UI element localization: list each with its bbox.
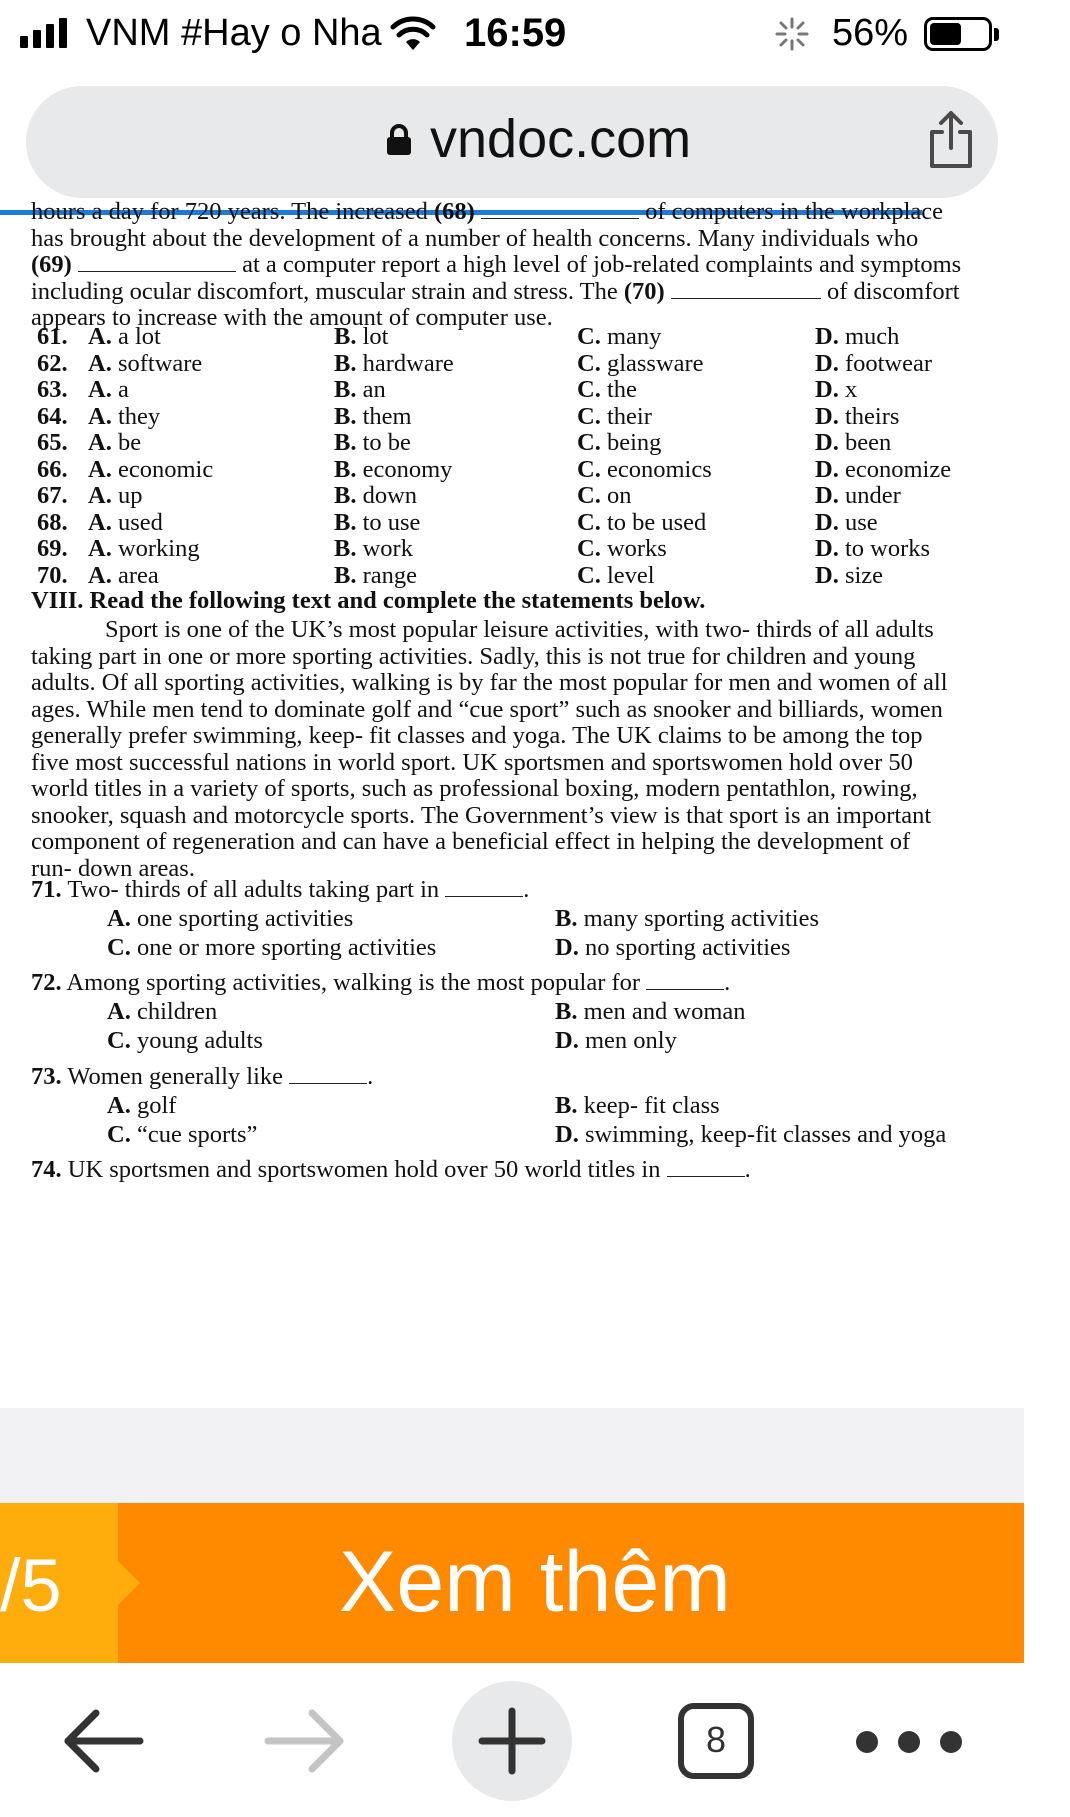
tabs-button[interactable] [678,1703,754,1779]
option-text: be [117,429,142,456]
option-text: on [606,482,632,509]
answer-option [577,509,706,537]
option-text: they [117,402,161,430]
option-text: the [606,376,637,403]
option-letter: D. [815,376,839,403]
option-letter: C. [577,508,601,536]
option-text: a lot [117,323,161,350]
option-letter: C. [577,535,601,562]
wifi-icon [390,16,436,52]
option-letter: D. [815,349,839,377]
option-text: range [362,561,418,589]
option-text: software [117,349,203,377]
answer-option [334,509,420,537]
answer-option [88,376,129,404]
passage-line [31,225,918,253]
answer-blank [667,1158,745,1177]
question-stem: Two- thirds of all adults taking part in [67,876,440,903]
option-text: work [362,535,413,562]
answer-option [577,429,661,457]
question-number: (68) [433,198,475,225]
answer-option [815,350,932,378]
option-text: golf [136,1092,177,1119]
question-end: . [523,876,530,903]
option-text: swimming, keep-fit classes and yoga [584,1121,947,1148]
option-letter: A. [88,402,112,430]
reading-line: world titles in a variety of sports, such as professional boxing, modern pentathlon, rowing, [31,775,918,802]
option-text: men only [584,1027,677,1054]
answer-blank [445,878,523,897]
question-stem: Women generally like [67,1063,284,1090]
passage-text: hours a day for 720 years. The increased [31,198,434,225]
answer-option [88,403,160,431]
answer-option [577,350,704,378]
answer-option [334,535,413,563]
option-letter: B. [555,1092,578,1119]
question-number: 69. [37,535,68,562]
answer-option [555,905,819,933]
question-number: 63. [37,376,68,403]
option-text: glassware [606,349,704,377]
question-number: 74. [31,1156,62,1183]
option-text: many sporting activities [583,905,820,932]
option-text: x [844,376,858,403]
share-icon[interactable] [926,110,976,170]
option-letter: D. [815,323,839,350]
document-page [31,198,1024,1324]
see-more-button[interactable]: Xem thêm [339,1534,731,1630]
option-letter: A. [107,998,131,1025]
option-text: economics [606,455,712,483]
option-text: one sporting activities [136,905,354,932]
section-title: VIII. Read the following text and complete the statements below. [31,587,706,614]
answer-option [577,403,652,431]
question-number: 62. [37,349,68,377]
battery-cap [994,28,999,41]
option-text: “cue sports” [136,1121,258,1148]
page-gap [0,1408,1024,1503]
option-letter: D. [815,508,839,536]
option-text: economy [362,455,453,483]
option-letter: C. [577,349,601,377]
option-text: to be [362,429,411,456]
carrier-name: VNM #Hay o Nha [86,12,382,54]
answer-option [88,535,200,563]
lock-icon [386,124,412,156]
option-letter: C. [577,402,601,430]
answer-option [815,562,883,590]
option-letter: A. [88,455,112,483]
answer-option [555,934,790,962]
option-letter: B. [334,508,357,536]
option-letter: D. [815,561,839,589]
answer-option [334,403,412,431]
answer-option [555,1092,720,1120]
completion-question [31,876,529,904]
option-letter: B. [334,429,357,456]
option-text: being [606,429,662,456]
option-letter: C. [107,1121,131,1148]
option-letter: A. [88,561,112,589]
passage-text: including ocular discomfort, muscular strain and stress. The [31,277,624,305]
option-letter: D. [815,455,839,483]
option-letter: D. [815,482,839,509]
reading-line: generally prefer swimming, keep- fit classes and yoga. The UK claims to be among the top [31,722,923,749]
answer-option [815,376,857,404]
option-letter: C. [107,934,131,961]
answer-option [88,456,213,484]
option-letter: A. [88,482,112,509]
option-text: hardware [362,349,454,377]
option-text: no sporting activities [584,934,791,961]
option-letter: B. [334,376,357,403]
option-letter: B. [334,535,357,562]
passage-line [31,278,960,306]
clock: 16:59 [464,11,567,55]
option-text: lot [362,323,389,350]
answer-option [815,509,878,537]
option-letter: B. [555,998,578,1025]
option-text: many [606,323,662,350]
answer-option [815,482,901,510]
option-text: economize [844,455,952,483]
option-text: area [117,561,159,589]
question-number: 61. [37,323,68,350]
answer-option [815,403,899,431]
option-letter: D. [815,535,839,562]
browser-toolbar [0,1663,1024,1817]
question-number: 68. [37,508,68,536]
answer-blank [671,280,821,299]
plus-icon [478,1707,546,1775]
question-number: 71. [31,876,62,903]
question-number: 66. [37,455,68,483]
option-text: level [606,561,655,589]
answer-option [577,562,655,590]
option-text: used [117,508,163,536]
answer-option [577,456,712,484]
answer-option [334,350,454,378]
option-letter: B. [334,323,357,350]
option-letter: C. [577,455,601,483]
signal-bars-icon [20,18,67,48]
completion-question [31,969,730,997]
option-letter: A. [107,905,131,932]
forward-arrow-icon[interactable] [262,1703,348,1779]
question-end: . [744,1156,751,1183]
passage-text: of computers in the workplace [645,198,944,225]
tab-count: 8 [705,1719,727,1760]
answer-option [815,535,930,563]
option-text: size [844,561,884,589]
question-number: (70) [623,277,665,305]
completion-question [31,1063,373,1091]
option-text: economic [117,455,214,483]
passage-text: at a computer report a high level of job-related complaints and symptoms [242,251,962,278]
page-indicator-label: /5 [0,1544,62,1627]
question-number: 72. [31,969,62,996]
option-letter: C. [577,323,601,350]
option-text: much [844,323,900,350]
option-letter: B. [334,561,357,589]
spinner-icon [774,16,810,52]
option-letter: A. [88,349,112,377]
option-text: works [606,535,667,562]
option-text: keep- fit class [583,1092,720,1119]
answer-option [107,998,217,1026]
option-text: under [844,482,901,509]
status-bar [0,0,1024,68]
option-letter: D. [815,429,839,456]
option-text: footwear [844,349,933,377]
option-letter: B. [334,455,357,483]
answer-option [107,1027,263,1055]
option-letter: D. [555,934,579,961]
passage-text: of discomfort [826,277,960,305]
option-letter: D. [555,1121,579,1148]
answer-blank [289,1065,367,1084]
question-number: 65. [37,429,68,456]
answer-option [334,323,388,351]
answer-option [88,509,163,537]
answer-option [107,1121,257,1149]
option-text: children [136,998,218,1025]
answer-option [334,456,452,484]
answer-option [334,482,417,510]
option-text: up [117,482,143,509]
option-letter: B. [334,349,357,377]
question-number: 67. [37,482,68,509]
answer-option [107,905,353,933]
option-letter: D. [815,402,839,430]
option-letter: A. [107,1092,131,1119]
option-letter: C. [107,1027,131,1054]
answer-option [334,562,417,590]
answer-option [334,376,386,404]
answer-blank [481,200,639,219]
more-dots-icon[interactable] [854,1729,964,1755]
answer-option [107,1092,176,1120]
question-end: . [724,969,731,996]
option-text: them [362,402,412,430]
option-text: young adults [136,1027,263,1054]
completion-question [31,1156,751,1184]
reading-line: Sport is one of the UK’s most popular leisure activities, with two- thirds of all adults [105,616,934,643]
option-text: their [606,402,652,430]
option-text: an [362,376,386,403]
passage-line [31,251,961,279]
option-text: a [117,376,129,403]
reading-line: taking part in one or more sporting activities. Sadly, this is not true for children and young [31,642,916,670]
option-letter: A. [88,429,112,456]
question-number: 70. [37,561,68,589]
question-end: . [367,1063,374,1090]
question-number: 73. [31,1063,62,1090]
option-letter: C. [577,376,601,403]
option-text: to be used [606,508,707,536]
question-number: 64. [37,402,68,430]
answer-option [577,376,637,404]
answer-option [107,934,436,962]
option-letter: C. [577,482,601,509]
option-letter: D. [555,1027,579,1054]
answer-option [88,429,141,457]
reading-line: five most successful nations in world sport. UK sportsmen and sportswomen hold over 50 [31,748,913,776]
option-text: down [362,482,418,509]
option-text: men and woman [583,998,746,1025]
reading-line: component of regeneration and can have a beneficial effect in helping the development of [31,828,911,855]
passage-text: appears to increase with the amount of computer use. [31,304,553,331]
reading-line: run- down areas. [31,854,195,882]
answer-option [334,429,411,457]
answer-option [88,482,142,510]
option-text: one or more sporting activities [136,934,437,961]
reading-line: ages. While men tend to dominate golf and “cue sport” such as snooker and billiards, women [31,695,943,723]
option-letter: B. [555,905,578,932]
option-text: use [844,508,878,536]
passage-line [31,198,943,226]
answer-option [577,482,631,510]
answer-blank [78,253,236,272]
option-text: been [844,429,892,456]
option-letter: A. [88,535,112,562]
question-number: (69) [31,251,72,278]
back-arrow-icon[interactable] [60,1703,146,1779]
answer-blank [646,971,724,990]
reading-line: snooker, squash and motorcycle sports. The Government’s view is that sport is an important [31,801,932,829]
battery-percent: 56% [832,12,909,54]
option-letter: B. [334,402,357,430]
answer-option [815,429,891,457]
answer-option [815,456,951,484]
option-letter: C. [577,429,601,456]
question-stem: UK sportsmen and sportswomen hold over 50 world titles in [67,1156,661,1183]
option-letter: A. [88,376,112,403]
option-text: working [117,535,200,562]
option-text: to use [362,508,421,536]
option-text: to works [844,535,931,562]
answer-option [88,562,159,590]
option-text: theirs [844,402,900,430]
answer-option [577,323,661,351]
battery-icon [924,17,992,51]
address-bar[interactable] [26,86,998,198]
answer-option [555,998,746,1026]
answer-option [555,1027,677,1055]
option-letter: B. [334,482,357,509]
answer-option [577,535,667,563]
passage-text: has brought about the development of a number of health concerns. Many individuals who [31,224,919,252]
answer-option [555,1121,946,1149]
option-letter: A. [88,508,112,536]
option-letter: A. [88,323,112,350]
url-text[interactable]: vndoc.com [430,109,692,169]
see-more-banner[interactable] [0,1503,1024,1663]
question-stem: Among sporting activities, walking is the most popular for [66,969,641,996]
new-tab-button[interactable] [452,1681,572,1801]
option-letter: C. [577,561,601,589]
answer-option [88,323,161,351]
answer-option [815,323,899,351]
reading-line: adults. Of all sporting activities, walking is by far the most popular for men and women of all [31,669,948,696]
answer-option [88,350,202,378]
